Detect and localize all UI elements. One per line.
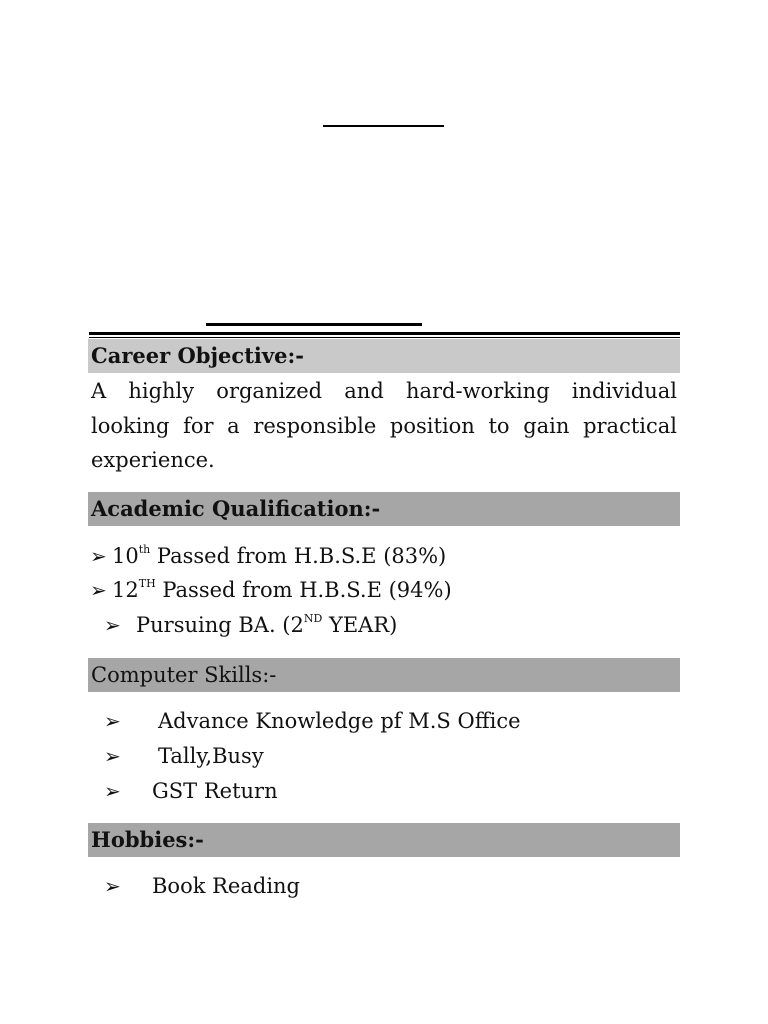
academic-item-ba: Pursuing BA. (2ND YEAR) (136, 612, 398, 637)
bullet-arrow-icon: ➢ (104, 744, 121, 768)
bullet-arrow-icon: ➢ (104, 779, 121, 803)
bullet-arrow-icon: ➢ (104, 613, 121, 637)
career-objective-text: A highly organized and hard-working individual looking for a responsible position to gain practical experience. (91, 379, 677, 472)
academic-qualification-heading: Academic Qualification:- (88, 492, 680, 526)
hobby-item: Book Reading (152, 874, 301, 898)
computer-skill-item: Tally,Busy (158, 744, 264, 768)
career-objective-heading: Career Objective:- (88, 339, 680, 373)
computer-skills-heading: Computer Skills:- (88, 658, 680, 692)
header-double-rule-thin (89, 337, 680, 338)
name-underline (206, 323, 422, 326)
academic-item-10th: 10th Passed from H.B.S.E (83%) (112, 543, 447, 568)
bullet-arrow-icon: ➢ (104, 709, 121, 733)
academic-item-12th: 12TH Passed from H.B.S.E (94%) (112, 577, 452, 602)
bullet-arrow-icon: ➢ (90, 544, 107, 568)
top-divider (323, 125, 444, 127)
computer-skill-item: Advance Knowledge pf M.S Office (158, 709, 521, 733)
bullet-arrow-icon: ➢ (90, 578, 107, 602)
header-double-rule-thick (89, 332, 680, 335)
bullet-arrow-icon: ➢ (104, 874, 121, 898)
hobbies-heading: Hobbies:- (88, 823, 680, 857)
computer-skill-item: GST Return (152, 779, 278, 803)
